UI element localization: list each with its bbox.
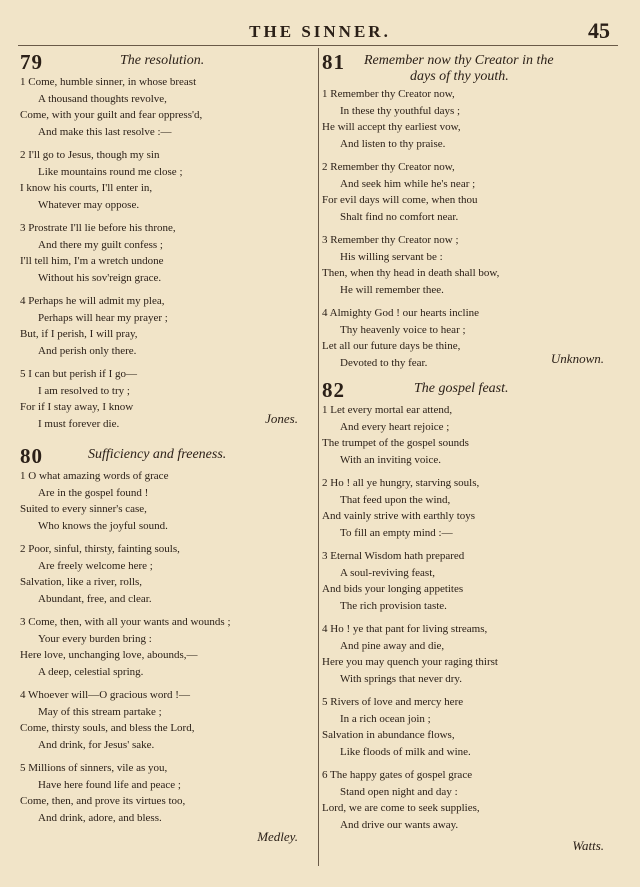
verse-line: For evil days will come, when thou <box>322 194 478 206</box>
stanza <box>322 694 622 760</box>
verse-line: And every heart rejoice ; <box>340 420 450 433</box>
verse-line: Like mountains round me close ; <box>38 165 183 178</box>
verse-line: I must forever die. <box>38 417 120 430</box>
hymn-81 <box>322 50 622 371</box>
page-header <box>0 16 640 48</box>
verse-line: Are in the gospel found ! <box>38 486 149 499</box>
verse-line: For if I stay away, I know <box>20 401 134 413</box>
verse-line: I'll tell him, I'm a wretch undone <box>20 255 164 267</box>
right-column <box>322 48 622 853</box>
hymn-title: Sufficiency and freeness. <box>88 447 227 462</box>
running-title: THE SINNER. <box>249 22 391 41</box>
verse-line: Your every burden bring : <box>38 632 152 645</box>
verse-line: Like floods of milk and wine. <box>340 745 471 758</box>
hymn-80 <box>20 444 318 844</box>
hymn-number: 82 <box>322 378 345 402</box>
stanza <box>20 614 318 680</box>
verse-line: And drive our wants away. <box>340 818 459 831</box>
stanza <box>20 147 318 213</box>
verse-line: Come, with your guilt and fear oppress'd, <box>20 109 203 121</box>
hymn-heading <box>20 50 318 74</box>
stanza <box>20 220 318 286</box>
hymn-author: Watts. <box>572 838 604 853</box>
verse-line: The trumpet of the gospel sounds <box>322 437 469 449</box>
stanza <box>20 293 318 359</box>
verse-line: With springs that never dry. <box>340 672 462 685</box>
verse-line: 5 Millions of sinners, vile as you, <box>20 762 168 774</box>
stanza <box>322 621 622 687</box>
verse-line: And drink, for Jesus' sake. <box>38 738 155 751</box>
verse-line: 5 Rivers of love and mercy here <box>322 696 464 708</box>
verse-line: Perhaps will hear my prayer ; <box>38 311 168 324</box>
verse-line: A thousand thoughts revolve, <box>38 92 167 105</box>
verse-line: I am resolved to try ; <box>38 384 130 397</box>
stanza <box>20 541 318 607</box>
verse-line: 3 Remember thy Creator now ; <box>322 234 459 246</box>
stanza <box>20 760 318 826</box>
verse-line: That feed upon the wind, <box>340 493 451 506</box>
hymn-stanzas <box>322 402 622 833</box>
stanza <box>322 402 622 468</box>
verse-line: And bids your longing appetites <box>322 583 464 595</box>
hymn-author: Unknown. <box>550 351 604 366</box>
verse-line: And pine away and die, <box>340 639 445 652</box>
verse-line: Suited to every sinner's case, <box>20 503 147 515</box>
stanza <box>20 468 318 534</box>
verse-line: Whatever may oppose. <box>38 198 140 211</box>
stanza <box>322 159 622 225</box>
hymn-number: 79 <box>20 50 43 74</box>
verse-line: I know his courts, I'll enter in, <box>20 182 153 194</box>
hymn-stanzas <box>20 74 318 432</box>
verse-line: 1 Come, humble sinner, in whose breast <box>20 76 197 88</box>
stanza <box>322 232 622 298</box>
header-rule <box>18 45 618 46</box>
verse-line: Here you may quench your raging thirst <box>322 656 498 668</box>
stanza <box>322 86 622 152</box>
hymn-author: Medley. <box>257 829 298 844</box>
verse-line: Who knows the joyful sound. <box>38 519 168 532</box>
verse-line: Thy heavenly voice to hear ; <box>340 323 466 336</box>
verse-line: A soul-reviving feast, <box>340 566 436 579</box>
verse-line: He will accept thy earliest vow, <box>322 121 461 133</box>
verse-line: 2 Poor, sinful, thirsty, fainting souls, <box>20 543 180 555</box>
hymn-title-line2: days of thy youth. <box>410 69 509 84</box>
verse-line: Salvation, like a river, rolls, <box>20 576 143 588</box>
hymn-stanzas <box>322 86 622 371</box>
verse-line: And vainly strive with earthly toys <box>322 510 476 522</box>
verse-line: Shalt find no comfort near. <box>340 210 459 223</box>
hymn-number: 81 <box>322 50 345 74</box>
verse-line: But, if I perish, I will pray, <box>20 328 138 340</box>
verse-line: Lord, we are come to seek supplies, <box>322 802 480 814</box>
verse-line: In a rich ocean join ; <box>340 712 431 725</box>
verse-line: He will remember thee. <box>340 283 444 296</box>
verse-line: 2 Ho ! all ye hungry, starving souls, <box>322 477 480 489</box>
verse-line: 6 The happy gates of gospel grace <box>322 769 473 781</box>
verse-line: Devoted to thy fear. <box>340 356 428 369</box>
stanza <box>20 687 318 753</box>
hymn-stanzas <box>20 468 318 826</box>
stanza <box>322 767 622 833</box>
verse-line: 4 Ho ! ye that pant for living streams, <box>322 623 488 635</box>
verse-line: To fill an empty mind :— <box>340 526 453 539</box>
verse-line: 1 Let every mortal ear attend, <box>322 404 453 416</box>
verse-line: Here love, unchanging love, abounds,— <box>20 649 198 661</box>
verse-line: 3 Come, then, with all your wants and wounds ; <box>20 616 231 628</box>
verse-line: 1 O what amazing words of grace <box>20 470 169 482</box>
hymn-title: The resolution. <box>120 53 205 68</box>
verse-line: Stand open night and day : <box>340 785 458 798</box>
verse-line: And listen to thy praise. <box>340 137 446 150</box>
verse-line: 3 Prostrate I'll lie before his throne, <box>20 222 176 234</box>
verse-line: 4 Whoever will—O gracious word !— <box>20 689 190 701</box>
hymn-heading <box>322 378 622 402</box>
hymn-title: Remember now thy Creator in the <box>364 53 554 68</box>
verse-line: His willing servant be : <box>340 250 443 263</box>
verse-line: 4 Perhaps he will admit my plea, <box>20 295 165 307</box>
hymn-author: Jones. <box>265 411 298 426</box>
hymn-number: 80 <box>20 444 43 468</box>
verse-line: Salvation in abundance flows, <box>322 729 455 741</box>
verse-line: And perish only there. <box>38 344 137 357</box>
verse-line: Without his sov'reign grace. <box>38 271 162 284</box>
hymn-82 <box>322 378 622 853</box>
hymn-79 <box>20 50 318 432</box>
verse-line: May of this stream partake ; <box>38 705 162 718</box>
verse-line: Are freely welcome here ; <box>38 559 153 572</box>
verse-line: And make this last resolve :— <box>38 125 172 138</box>
stanza <box>322 475 622 541</box>
verse-line: And there my guilt confess ; <box>38 238 163 251</box>
verse-line: A deep, celestial spring. <box>38 665 144 678</box>
verse-line: 4 Almighty God ! our hearts incline <box>322 307 480 319</box>
verse-line: 5 I can but perish if I go— <box>20 368 137 380</box>
stanza <box>20 74 318 140</box>
verse-line: And seek him while he's near ; <box>340 177 476 190</box>
verse-line: 1 Remember thy Creator now, <box>322 88 455 100</box>
verse-line: Abundant, free, and clear. <box>38 592 152 605</box>
verse-line: Have here found life and peace ; <box>38 778 181 791</box>
verse-line: Then, when thy head in death shall bow, <box>322 267 500 279</box>
stanza <box>322 548 622 614</box>
hymn-heading <box>20 444 318 468</box>
hymn-heading <box>322 50 622 86</box>
page-number: 45 <box>588 18 610 43</box>
verse-line: The rich provision taste. <box>340 599 447 612</box>
verse-line: Let all our future days be thine, <box>322 340 461 352</box>
verse-line: In these thy youthful days ; <box>340 104 461 117</box>
verse-line: And drink, adore, and bless. <box>38 811 162 824</box>
verse-line: With an inviting voice. <box>340 453 441 466</box>
verse-line: Come, thirsty souls, and bless the Lord, <box>20 722 195 734</box>
verse-line: 3 Eternal Wisdom hath prepared <box>322 550 465 562</box>
hymn-title: The gospel feast. <box>414 381 509 396</box>
verse-line: 2 I'll go to Jesus, though my sin <box>20 149 160 161</box>
left-column <box>20 48 318 844</box>
column-divider <box>318 48 319 866</box>
verse-line: 2 Remember thy Creator now, <box>322 161 455 173</box>
verse-line: Come, then, and prove its virtues too, <box>20 795 186 807</box>
